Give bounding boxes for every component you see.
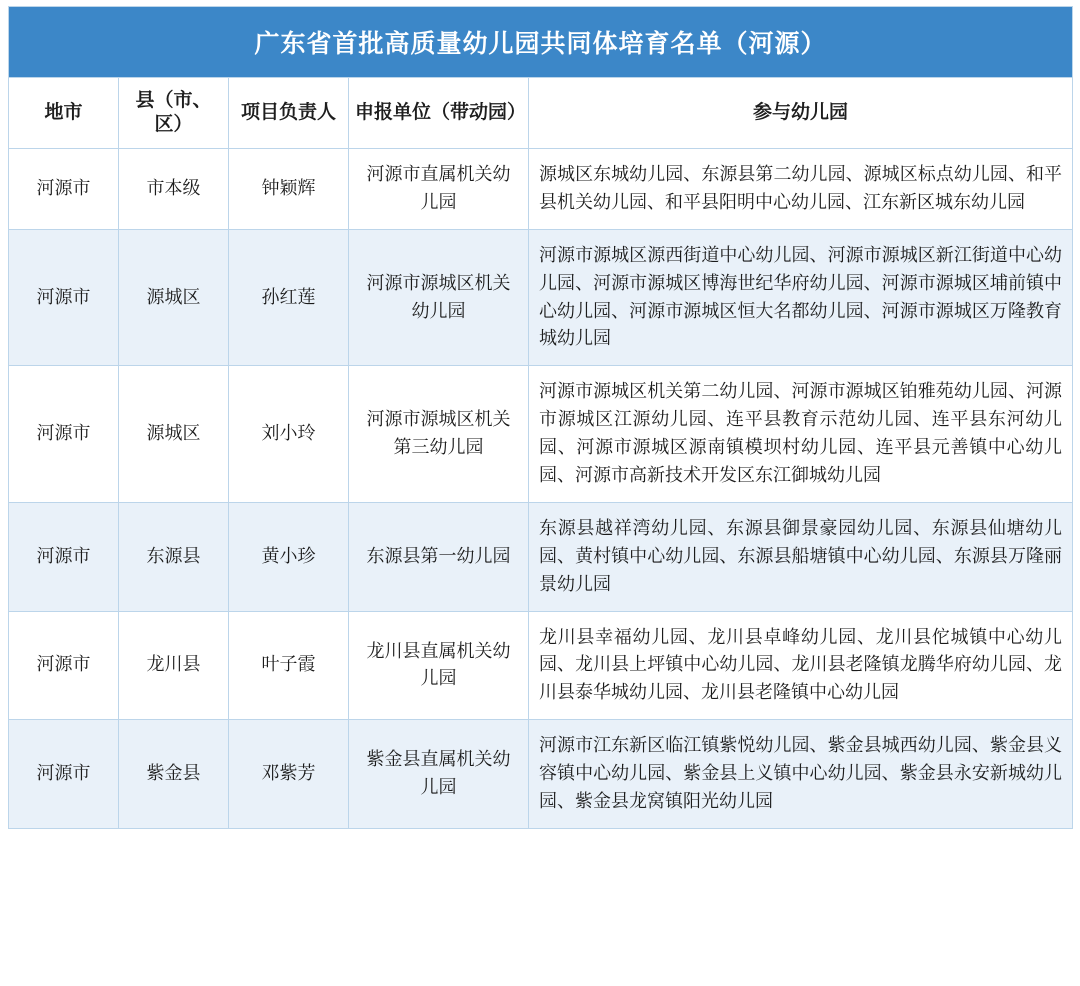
cell-unit: 河源市直属机关幼儿园 xyxy=(349,149,529,230)
cell-participating-list: 河源市源城区源西街道中心幼儿园、河源市源城区新江街道中心幼儿园、河源市源城区博海世纪华府幼儿园、河源市源城区埔前镇中心幼儿园、河源市源城区恒大名都幼儿园、河源市源城区万隆教育城幼儿园 xyxy=(529,229,1073,366)
table-row xyxy=(9,611,1073,720)
table-row xyxy=(9,502,1073,611)
cell-county: 龙川县 xyxy=(119,611,229,720)
cell-owner: 黄小珍 xyxy=(229,502,349,611)
cell-participating-list: 龙川县幸福幼儿园、龙川县卓峰幼儿园、龙川县佗城镇中心幼儿园、龙川县上坪镇中心幼儿园、龙川县老隆镇龙腾华府幼儿园、龙川县泰华城幼儿园、龙川县老隆镇中心幼儿园 xyxy=(529,611,1073,720)
cell-city: 河源市 xyxy=(9,611,119,720)
cell-county: 市本级 xyxy=(119,149,229,230)
cell-county: 源城区 xyxy=(119,366,229,503)
column-header-city: 地市 xyxy=(9,78,119,149)
table-title-row xyxy=(9,7,1073,78)
cell-owner: 刘小玲 xyxy=(229,366,349,503)
table-row xyxy=(9,149,1073,230)
column-header-list: 参与幼儿园 xyxy=(529,78,1073,149)
cell-county: 东源县 xyxy=(119,502,229,611)
cell-city: 河源市 xyxy=(9,149,119,230)
cell-city: 河源市 xyxy=(9,366,119,503)
table-row xyxy=(9,720,1073,829)
column-header-unit: 申报单位（带动园） xyxy=(349,78,529,149)
cell-participating-list: 河源市源城区机关第二幼儿园、河源市源城区铂雅苑幼儿园、河源市源城区江源幼儿园、连平县教育示范幼儿园、连平县东河幼儿园、河源市源城区源南镇模坝村幼儿园、连平县元善镇中心幼儿园、河源市高新技术开发区东江御城幼儿园 xyxy=(529,366,1073,503)
cell-city: 河源市 xyxy=(9,502,119,611)
column-header-county: 县（市、区） xyxy=(119,78,229,149)
cell-county: 源城区 xyxy=(119,229,229,366)
cell-unit: 东源县第一幼儿园 xyxy=(349,502,529,611)
cell-unit: 龙川县直属机关幼儿园 xyxy=(349,611,529,720)
table-row xyxy=(9,366,1073,503)
cell-unit: 河源市源城区机关幼儿园 xyxy=(349,229,529,366)
cell-participating-list: 东源县越祥湾幼儿园、东源县御景豪园幼儿园、东源县仙塘幼儿园、黄村镇中心幼儿园、东源县船塘镇中心幼儿园、东源县万隆丽景幼儿园 xyxy=(529,502,1073,611)
cell-county: 紫金县 xyxy=(119,720,229,829)
cell-unit: 紫金县直属机关幼儿园 xyxy=(349,720,529,829)
cell-city: 河源市 xyxy=(9,229,119,366)
cell-city: 河源市 xyxy=(9,720,119,829)
cell-participating-list: 源城区东城幼儿园、东源县第二幼儿园、源城区标点幼儿园、和平县机关幼儿园、和平县阳明中心幼儿园、江东新区城东幼儿园 xyxy=(529,149,1073,230)
cell-unit: 河源市源城区机关第三幼儿园 xyxy=(349,366,529,503)
column-header-owner: 项目负责人 xyxy=(229,78,349,149)
table-header-row xyxy=(9,78,1073,149)
cell-owner: 孙红莲 xyxy=(229,229,349,366)
page-title: 广东省首批高质量幼儿园共同体培育名单（河源） xyxy=(9,7,1073,78)
kindergarten-list-table xyxy=(8,6,1073,829)
cell-owner: 钟颖辉 xyxy=(229,149,349,230)
cell-owner: 邓紫芳 xyxy=(229,720,349,829)
cell-participating-list: 河源市江东新区临江镇紫悦幼儿园、紫金县城西幼儿园、紫金县义容镇中心幼儿园、紫金县上义镇中心幼儿园、紫金县永安新城幼儿园、紫金县龙窝镇阳光幼儿园 xyxy=(529,720,1073,829)
table-row xyxy=(9,229,1073,366)
cell-owner: 叶子霞 xyxy=(229,611,349,720)
